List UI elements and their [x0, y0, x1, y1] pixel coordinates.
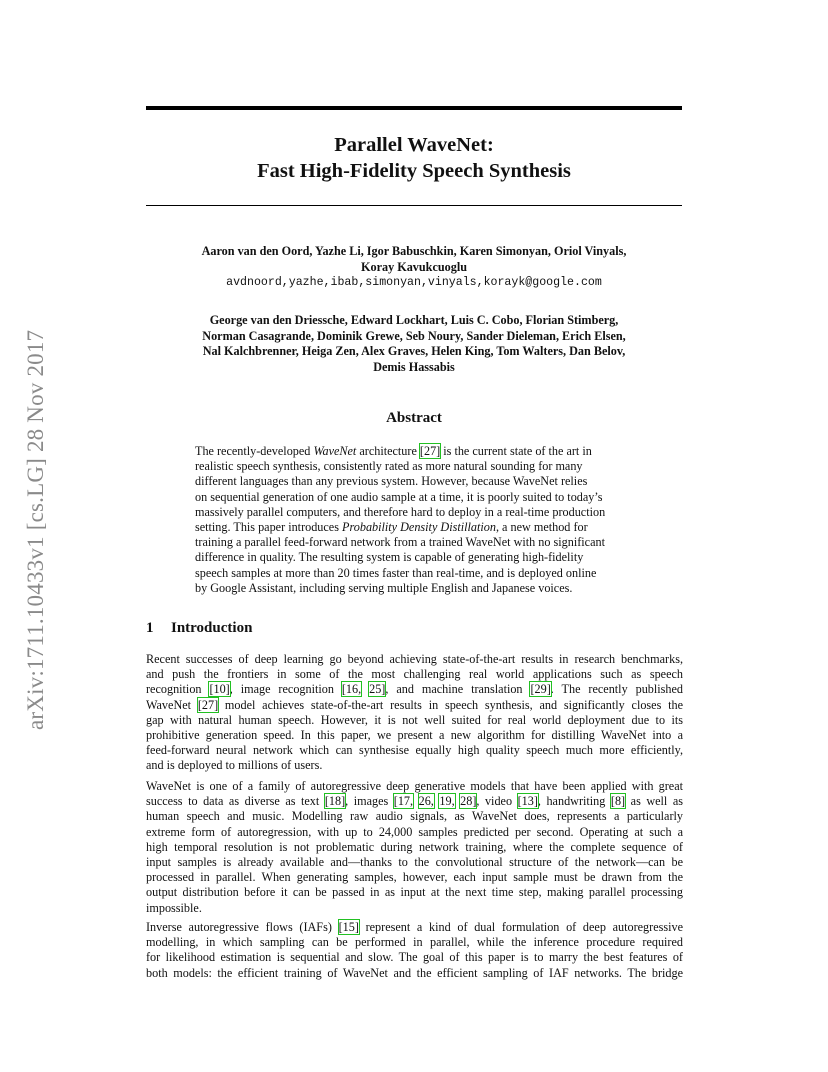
citation-link[interactable]: 26,	[418, 794, 434, 809]
title-bottom-rule	[146, 205, 682, 206]
text-line: prohibitive generation speed. In this paper, we present a new algorithm for distilling WaveNet into a	[146, 728, 683, 743]
abstract-line: on sequential generation of one audio sample at a time, it is poorly suited to today’s	[195, 489, 603, 504]
title-line-2: Fast High-Fidelity Speech Synthesis	[257, 160, 571, 182]
author-block-1	[146, 244, 682, 291]
citation-link[interactable]: [8]	[610, 794, 626, 809]
text-line: extreme form of autoregression, with up to 24,000 samples predicted per second. Operating at such a	[146, 824, 683, 839]
text-line: success to data as diverse as text [18], images [17, 26, 19, 28], video [13], handwriting [8] as well as	[146, 794, 684, 809]
citation-link[interactable]: [10]	[209, 682, 230, 697]
text-line: WaveNet is one of a family of autoregressive deep generative models that have been applied with great	[146, 779, 683, 793]
text-line: Inverse autoregressive flows (IAFs) [15] represent a kind of dual formulation of deep autoregressive	[146, 920, 683, 934]
arxiv-sidebar-stamp[interactable]: arXiv:1711.10433v1 [cs.LG] 28 Nov 2017	[23, 329, 48, 730]
text-line: modelling, in which sampling can be performed in parallel, while the inference procedure required	[146, 935, 683, 950]
text-line: human speech and music. Modelling raw audio signals, as WaveNet does, represents a particularly	[146, 809, 683, 824]
text-line: gap with natural human speech. However, it is not well suited for real world deployment due to its	[146, 712, 683, 727]
text-line: and is deployed to millions of users.	[146, 758, 323, 773]
text-line: WaveNet [27] model achieves state-of-the-art results in speech synthesis, and significantly closes the	[146, 697, 683, 712]
citation-link[interactable]: [15]	[338, 920, 359, 934]
text-line: recognition [10], image recognition [16, 25], and machine translation [29]. The recently published	[146, 682, 683, 697]
author-line: George van den Driessche, Edward Lockhart, Luis C. Cobo, Florian Stimberg,	[209, 313, 619, 327]
text-line: processed in parallel. When generating samples, however, each input sample must be drawn from the	[146, 870, 683, 885]
abstract-line: by Google Assistant, including serving multiple English and Japanese voices.	[195, 580, 573, 595]
abstract-line: training a parallel feed-forward network from a trained WaveNet with no significant	[195, 535, 605, 550]
text-line: for likelihood estimation is sequential and slow. The goal of this paper is to marry the best features of	[146, 950, 683, 965]
citation-link[interactable]: [16,	[341, 682, 362, 697]
citation-link[interactable]: [18]	[324, 794, 346, 809]
title-top-rule	[146, 106, 682, 110]
citation-link[interactable]: [17,	[393, 794, 414, 809]
intro-paragraph-3	[146, 920, 683, 981]
text-line: feed-forward neural network which can synthesise equally high quality speech much more efficiently,	[146, 743, 683, 758]
intro-paragraph-2	[146, 779, 683, 916]
text-line: both models: the efficient training of WaveNet and the efficient sampling of IAF networks. The bridge	[146, 965, 683, 980]
abstract-line: speech samples at more than 20 times faster than real-time, and is deployed online	[195, 565, 597, 580]
text-line: Recent successes of deep learning go beyond achieving state-of-the-art results in research benchmarks,	[146, 652, 683, 666]
text-line: output distribution before it can be passed in as input at the next time step, making parallel processing	[146, 885, 683, 900]
abstract-line: massively parallel computers, and therefore hard to deploy in a real-time production	[195, 504, 606, 519]
citation-link[interactable]: 25]	[369, 682, 386, 697]
title-line-1: Parallel WaveNet:	[334, 134, 494, 156]
abstract-line: setting. This paper introduces Probability Density Distillation, a new method for	[195, 520, 588, 535]
citation-link[interactable]: [29]	[530, 682, 551, 697]
abstract-heading: Abstract	[386, 410, 442, 426]
text-line: and push the frontiers in some of the most challenging real world applications such as speech	[146, 667, 683, 682]
intro-paragraph-1	[146, 652, 683, 774]
author-line: Nal Kalchbrenner, Heiga Zen, Alex Graves, Helen King, Tom Walters, Dan Belov,	[202, 344, 626, 359]
citation-link[interactable]: [27]	[419, 444, 441, 458]
author-line: Aaron van den Oord, Yazhe Li, Igor Babuschkin, Karen Simonyan, Oriol Vinyals,	[201, 244, 627, 258]
section-number: 1	[146, 620, 154, 636]
author-line: Demis Hassabis	[373, 359, 455, 374]
citation-link[interactable]: [13]	[517, 794, 538, 809]
abstract-line: difference in quality. The resulting system is capable of generating high-fidelity	[195, 550, 584, 565]
author-emails: avdnoord,yazhe,ibab,simonyan,vinyals,korayk@google.com	[226, 276, 602, 290]
citation-link[interactable]: [27]	[197, 697, 219, 712]
paper-title	[146, 132, 682, 184]
text-line: input samples is already available and—thanks to the convolutional structure of the network—can be	[146, 855, 683, 870]
citation-link[interactable]: 28]	[460, 794, 477, 809]
citation-link[interactable]: 19,	[439, 794, 455, 809]
abstract-line: realistic speech synthesis, consistently rated as more natural sounding for many	[195, 459, 583, 474]
author-block-2	[146, 313, 682, 375]
abstract-text	[195, 444, 633, 596]
abstract-line: The recently-developed WaveNet architecture [27] is the current state of the art in	[195, 444, 592, 458]
section-heading-introduction	[146, 618, 252, 638]
section-title: Introduction	[171, 620, 253, 636]
text-line: high temporal resolution is not problematic during network training, where the complete sequence of	[146, 839, 683, 854]
author-line: Koray Kavukcuoglu	[361, 259, 467, 274]
abstract-line: different languages than any previous system. However, because WaveNet relies	[195, 474, 588, 489]
author-line: Norman Casagrande, Dominik Grewe, Seb Noury, Sander Dieleman, Erich Elsen,	[202, 328, 626, 343]
text-line: impossible.	[146, 900, 202, 915]
